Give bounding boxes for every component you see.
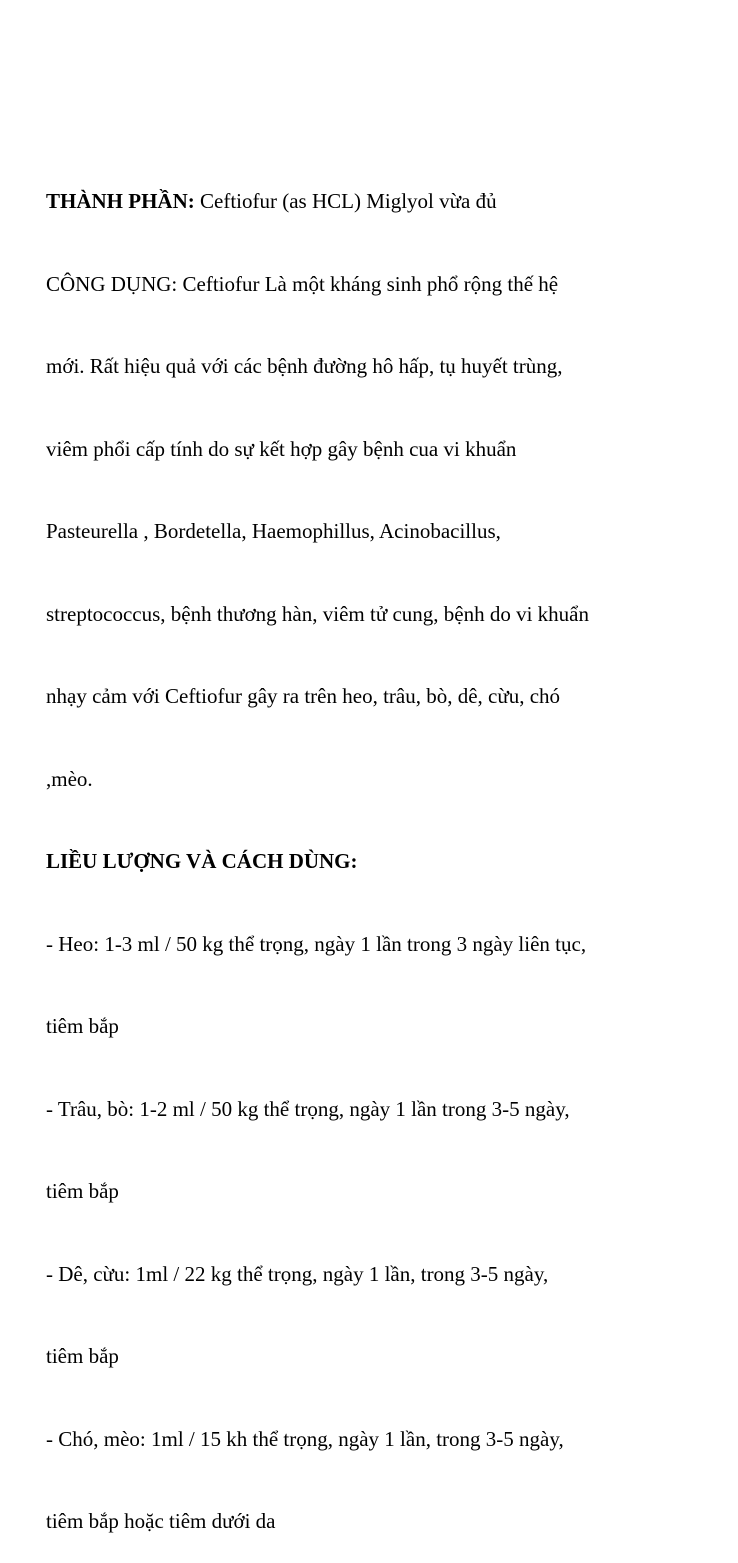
dosage-heading: LIỀU LƯỢNG VÀ CÁCH DÙNG:	[46, 849, 358, 873]
usage-line: streptococcus, bệnh thương hàn, viêm tử cung, bệnh do vi khuẩn	[46, 601, 590, 626]
dosage-line: tiêm bắp hoặc tiêm dưới da	[46, 1509, 276, 1533]
composition-line	[46, 188, 726, 216]
product-description	[46, 133, 726, 1563]
usage-line: mới. Rất hiệu quả với các bệnh đường hô hấp, tụ huyết trùng,	[46, 354, 563, 378]
usage-line: viêm phổi cấp tính do sự kết hợp gây bệnh cua vi khuẩn	[46, 436, 517, 461]
usage-line: CÔNG DỤNG: Ceftiofur Là một kháng sinh phổ rộng thế hệ	[46, 271, 559, 296]
dosage-line: tiêm bắp	[46, 1344, 119, 1368]
dosage-line: - Trâu, bò: 1-2 ml / 50 kg thể trọng, ngày 1 lần trong 3-5 ngày,	[46, 1096, 570, 1121]
usage-line: ,mèo.	[46, 766, 93, 791]
usage-line: nhạy cảm với Ceftiofur gây ra trên heo, trâu, bò, dê, cừu, chó	[46, 684, 561, 708]
composition-text: Ceftiofur (as HCL) Miglyol vừa đủ	[194, 189, 497, 213]
usage-line: Pasteurella , Bordetella, Haemophillus, Acinobacillus,	[46, 519, 501, 543]
dosage-line: tiêm bắp	[46, 1014, 119, 1038]
composition-heading: THÀNH PHẦN:	[46, 189, 195, 213]
dosage-line: - Heo: 1-3 ml / 50 kg thể trọng, ngày 1 lần trong 3 ngày liên tục,	[46, 931, 587, 956]
dosage-line: - Chó, mèo: 1ml / 15 kh thể trọng, ngày 1 lần, trong 3-5 ngày,	[46, 1426, 564, 1451]
dosage-line: tiêm bắp	[46, 1179, 119, 1203]
dosage-line: - Dê, cừu: 1ml / 22 kg thể trọng, ngày 1 lần, trong 3-5 ngày,	[46, 1261, 549, 1286]
